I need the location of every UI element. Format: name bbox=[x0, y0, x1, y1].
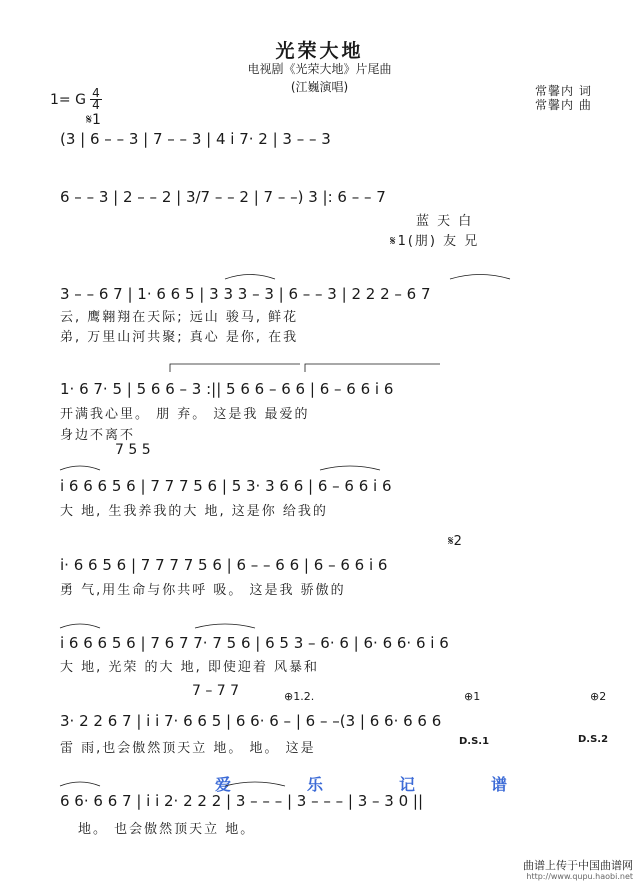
slur-5 bbox=[60, 624, 100, 628]
song-title: 光荣大地 bbox=[275, 40, 364, 62]
coda-mark-2: ⊕2 bbox=[590, 690, 607, 703]
ds-mark-1: D.S.1 bbox=[459, 736, 490, 747]
upper-notes-8: 7 – 7 7 bbox=[192, 683, 240, 699]
lyric-line-2b: 𝄋1(朋) 友 兄 bbox=[390, 234, 480, 249]
slur-7 bbox=[60, 782, 100, 786]
ds-mark-2: D.S.2 bbox=[578, 734, 609, 745]
watermark-char-3: 记 bbox=[399, 775, 420, 794]
slur-2 bbox=[450, 275, 510, 280]
second-ending-bracket bbox=[305, 364, 440, 372]
slur-3 bbox=[60, 466, 100, 470]
notation-line-6: i̇· 6 6 5 6 | 7 7 7 7 5 6 | 6 – – 6 6 | 6 – 6 6 i̇ 6 bbox=[60, 556, 388, 574]
slur-4 bbox=[320, 466, 380, 470]
coda-mark-1-2: ⊕1.2. bbox=[284, 690, 315, 703]
time-signature-top: 4 bbox=[92, 86, 100, 100]
coda-mark-1: ⊕1 bbox=[464, 690, 481, 703]
segno-mark-2: 𝄋2 bbox=[448, 534, 462, 549]
slur-6 bbox=[195, 624, 255, 628]
lyric-line-3b: 弟, 万里山河共聚; 真心 是你, 在我 bbox=[60, 330, 299, 345]
lyric-line-5a: 大 地, 生我养我的大 地, 这是你 给我的 bbox=[60, 504, 328, 519]
lyric-line-3a: 云, 鹰翱翔在天际; 远山 骏马, 鲜花 bbox=[60, 310, 299, 325]
time-signature-bottom: 4 bbox=[92, 98, 100, 112]
notation-line-4: 1· 6 7· 5 | 5 6 6 – 3 :|| 5 6 6 – 6 6 | 6 – 6 6 i̇ 6 bbox=[60, 380, 394, 398]
notation-line-5: i̇ 6 6 6 5 6 | 7 7 7 5 6 | 5 3· 3 6 6 | 6 – 6 6 i̇ 6 bbox=[60, 477, 392, 495]
slur-1 bbox=[225, 275, 275, 280]
first-ending-bracket bbox=[170, 364, 300, 372]
footer-line-2: http://www.qupu.haobi.net bbox=[526, 872, 633, 881]
lyric-line-2a: 蓝 天 白 bbox=[416, 214, 474, 229]
watermark-char-4: 谱 bbox=[491, 775, 512, 794]
notation-line-3: 3 – – 6 7 | 1· 6 6 5 | 3 3 3 – 3 | 6 – – 3 | 2 2 2 – 6 7 bbox=[60, 285, 431, 303]
key-signature: 1= G bbox=[50, 92, 86, 108]
lyric-line-8a: 雷 雨,也会傲然顶天立 地。 地。 这是 bbox=[60, 741, 316, 756]
song-subtitle: 电视剧《光荣大地》片尾曲 bbox=[247, 62, 392, 76]
lyric-line-4a: 开满我心里。 朋 弃。 这是我 最爱的 bbox=[60, 407, 310, 422]
notation-line-2: 6 – – 3 | 2 – – 2 | 3/7 – – 2 | 7 – –) 3 |: 6 – – 7 bbox=[60, 188, 386, 206]
footer-line-1: 曲谱上传于中国曲谱网 bbox=[523, 859, 633, 872]
slur-8 bbox=[225, 782, 285, 786]
lyric-line-7a: 大 地, 光荣 的大 地, 即使迎着 风暴和 bbox=[60, 660, 320, 675]
lyric-line-4b: 身边不离不 bbox=[60, 428, 136, 443]
notation-line-9: 6 6· 6 6 7 | i̇ i̇ 2· 2 2 2 | 3 – – – | 3 – – – | 3 – 3 0 || bbox=[60, 792, 424, 810]
notation-line-1: (3 | 6 – – 3 | 7 – – 3 | 4 i̇ 7· 2 | 3 – – 3 bbox=[60, 130, 331, 148]
lyric-line-9a: 地。 也会傲然顶天立 地。 bbox=[78, 822, 256, 837]
watermark-char-2: 乐 bbox=[307, 775, 328, 794]
lyric-line-6a: 勇 气,用生命与你共呼 吸。 这是我 骄傲的 bbox=[60, 583, 346, 598]
site-footer bbox=[523, 860, 633, 882]
composer-credit: 常馨内 曲 bbox=[535, 98, 592, 112]
segno-mark: 𝄋1 bbox=[86, 112, 101, 128]
notation-line-7: i̇ 6 6 6 5 6 | 7 6 7 7· 7 5 6 | 6 5 3 – 6· 6 | 6· 6 6· 6 i̇ 6 bbox=[60, 634, 449, 652]
upper-notes-5: 7 5 5 bbox=[115, 442, 151, 458]
watermark-char-1: 爱 bbox=[215, 775, 236, 794]
singer-credit: (江巍演唱) bbox=[290, 80, 349, 94]
notation-line-8: 3· 2 2 6 7 | i̇ i̇ 7· 6 6 5 | 6 6· 6 – | 6 – –(3 | 6 6· 6 6 6 bbox=[60, 712, 442, 730]
lyricist-credit: 常馨内 词 bbox=[535, 84, 592, 98]
